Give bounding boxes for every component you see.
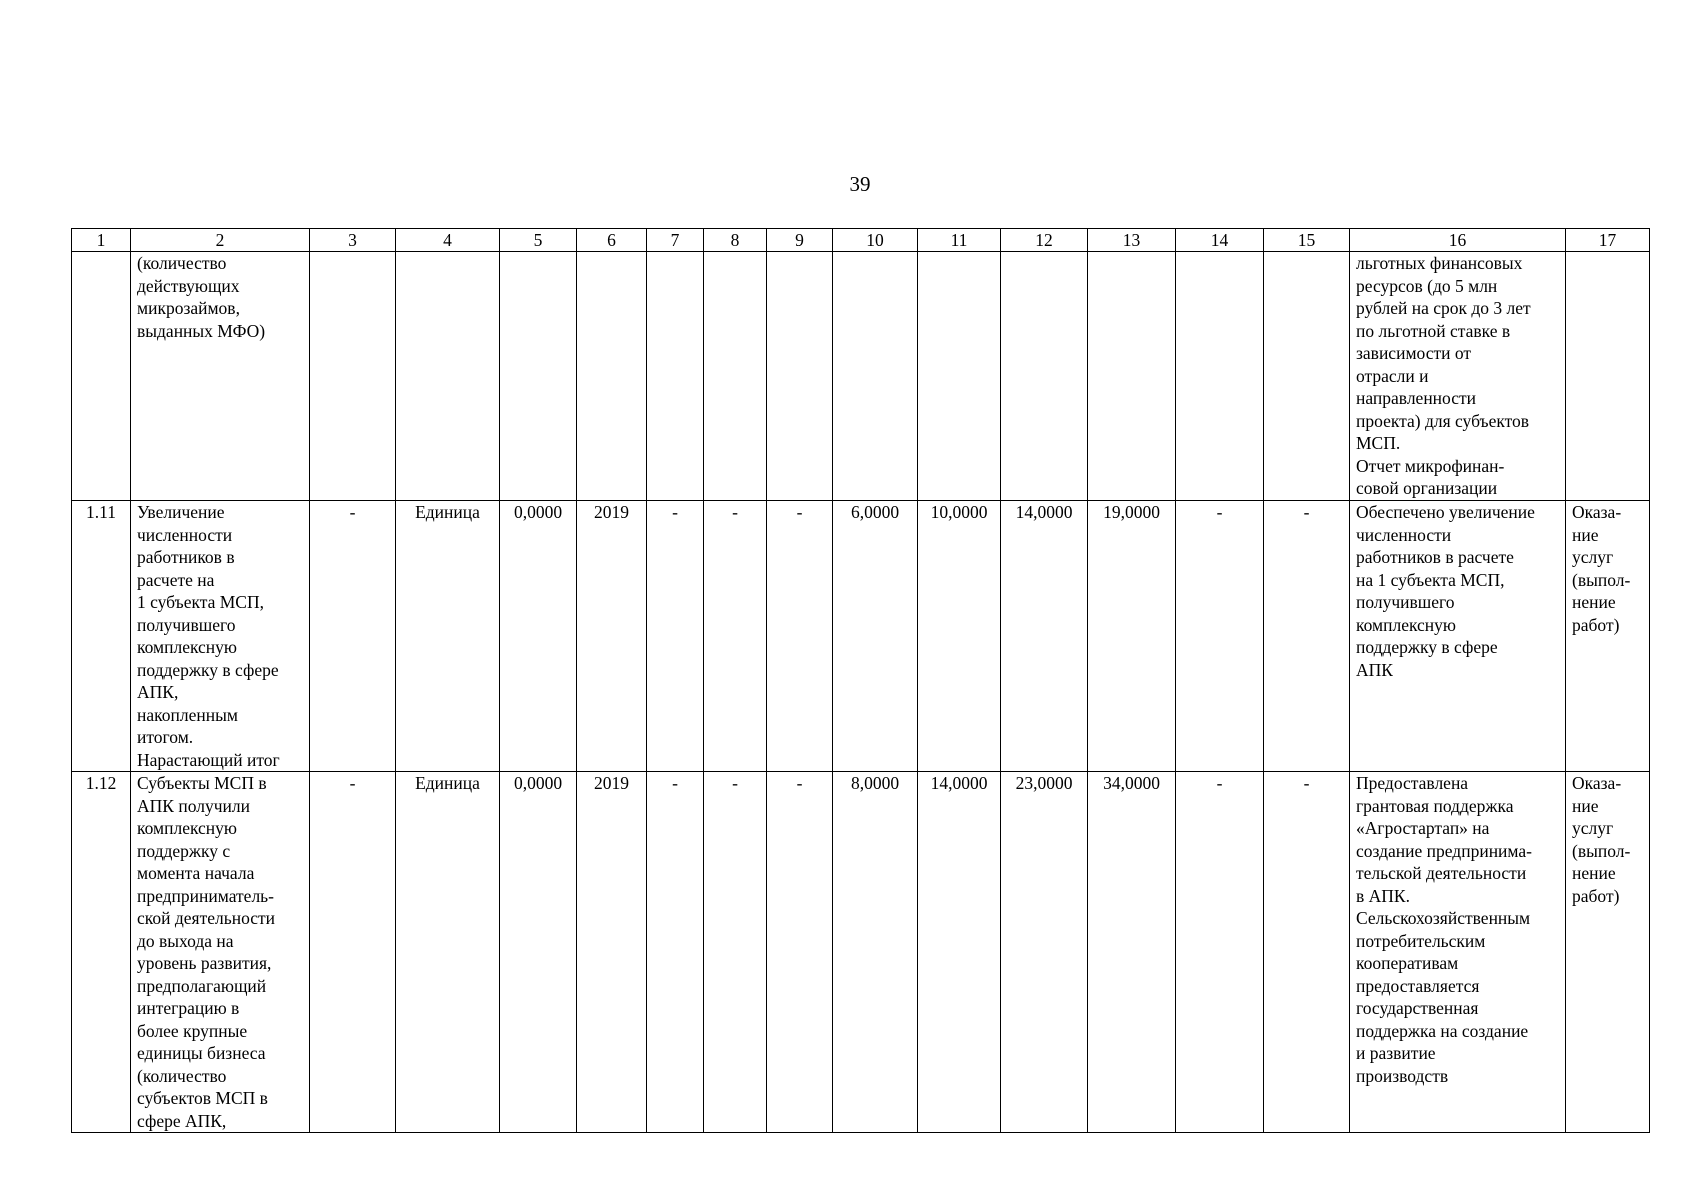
value-col11-cell: 14,0000 [918, 772, 1001, 1133]
type-cell: Оказа- ние услуг (выпол- нение работ) [1566, 501, 1650, 772]
header-row [72, 229, 1650, 252]
col3-cell [310, 252, 396, 501]
col15-cell: - [1264, 772, 1350, 1133]
col14-cell: - [1176, 772, 1264, 1133]
col8-cell: - [704, 501, 767, 772]
col-header-3: 3 [310, 229, 396, 252]
value-col10-cell: 8,0000 [833, 772, 918, 1133]
col-header-1: 1 [72, 229, 131, 252]
value-col11-cell: 10,0000 [918, 501, 1001, 772]
col-header-15: 15 [1264, 229, 1350, 252]
col-header-6: 6 [577, 229, 647, 252]
value-col13-cell [1088, 252, 1176, 501]
value-col13-cell: 19,0000 [1088, 501, 1176, 772]
indicator-name-cell: (количество действующих микрозаймов, выданных МФО) [131, 252, 310, 501]
col-header-5: 5 [500, 229, 577, 252]
base-value-cell: 0,0000 [500, 772, 577, 1133]
value-col12-cell: 23,0000 [1001, 772, 1088, 1133]
base-year-cell [577, 252, 647, 501]
page-number: 39 [849, 172, 871, 196]
col3-cell: - [310, 772, 396, 1133]
col7-cell: - [647, 772, 704, 1133]
value-col12-cell [1001, 252, 1088, 501]
col7-cell: - [647, 501, 704, 772]
col-header-8: 8 [704, 229, 767, 252]
col7-cell [647, 252, 704, 501]
col-header-14: 14 [1176, 229, 1264, 252]
table-row [72, 501, 1650, 772]
col-header-13: 13 [1088, 229, 1176, 252]
type-cell: Оказа- ние услуг (выпол- нение работ) [1566, 772, 1650, 1133]
base-year-cell: 2019 [577, 772, 647, 1133]
base-value-cell: 0,0000 [500, 501, 577, 772]
col9-cell: - [767, 772, 833, 1133]
value-col10-cell [833, 252, 918, 501]
base-value-cell [500, 252, 577, 501]
col-header-2: 2 [131, 229, 310, 252]
col14-cell: - [1176, 501, 1264, 772]
col8-cell [704, 252, 767, 501]
value-col10-cell: 6,0000 [833, 501, 918, 772]
col-header-9: 9 [767, 229, 833, 252]
table-row [72, 252, 1650, 501]
table-row [72, 772, 1650, 1133]
col-header-11: 11 [918, 229, 1001, 252]
col-header-16: 16 [1350, 229, 1566, 252]
value-col11-cell [918, 252, 1001, 501]
result-cell: льготных финансовых ресурсов (до 5 млн рублей на срок до 3 лет по льготной ставке в зависимости от отрасли и направленности проекта) для субъектов МСП. Отчет микрофинан- совой организации [1350, 252, 1566, 501]
row-id-cell: 1.12 [72, 772, 131, 1133]
type-cell [1566, 252, 1650, 501]
col15-cell: - [1264, 501, 1350, 772]
col-header-12: 12 [1001, 229, 1088, 252]
col15-cell [1264, 252, 1350, 501]
col8-cell: - [704, 772, 767, 1133]
indicators-table [71, 228, 1650, 1133]
col14-cell [1176, 252, 1264, 501]
unit-cell: Единица [396, 772, 500, 1133]
value-col12-cell: 14,0000 [1001, 501, 1088, 772]
unit-cell: Единица [396, 501, 500, 772]
row-id-cell [72, 252, 131, 501]
col9-cell: - [767, 501, 833, 772]
col3-cell: - [310, 501, 396, 772]
result-cell: Предоставлена грантовая поддержка «Агростартап» на создание предпринима- тельской деятельности в АПК. Сельскохозяйственным потребительским кооперативам предоставляется государственная поддержка на создание и развитие производств [1350, 772, 1566, 1133]
value-col13-cell: 34,0000 [1088, 772, 1176, 1133]
indicator-name-cell: Субъекты МСП в АПК получили комплексную поддержку с момента начала предприниматель- ской деятельности до выхода на уровень развития, предполагающий интеграцию в более крупные единицы бизнеса (количество субъектов МСП в сфере АПК, [131, 772, 310, 1133]
col-header-7: 7 [647, 229, 704, 252]
col-header-10: 10 [833, 229, 918, 252]
row-id-cell: 1.11 [72, 501, 131, 772]
base-year-cell: 2019 [577, 501, 647, 772]
col-header-17: 17 [1566, 229, 1650, 252]
result-cell: Обеспечено увеличение численности работников в расчете на 1 субъекта МСП, получившего комплексную поддержку в сфере АПК [1350, 501, 1566, 772]
col9-cell [767, 252, 833, 501]
col-header-4: 4 [396, 229, 500, 252]
indicator-name-cell: Увеличение численности работников в расчете на 1 субъекта МСП, получившего комплексную поддержку в сфере АПК, накопленным итогом. Нарастающий итог [131, 501, 310, 772]
unit-cell [396, 252, 500, 501]
